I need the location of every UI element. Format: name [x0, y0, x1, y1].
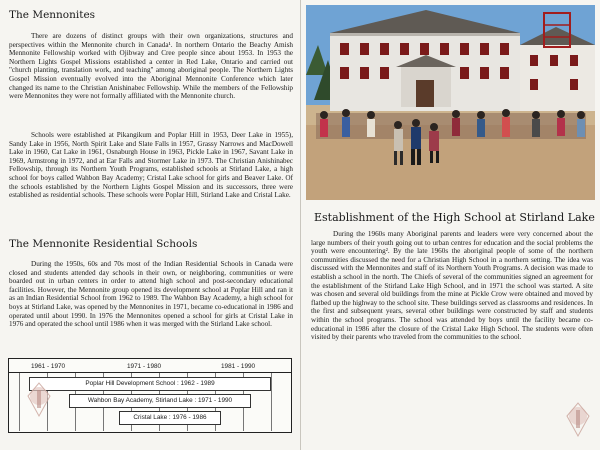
timeline-header-rule — [9, 372, 291, 373]
emblem-icon — [563, 400, 593, 440]
heading-residential-schools: The Mennonite Residential Schools — [9, 238, 198, 250]
timeline-bar-poplar-hill: Poplar Hill Development School : 1962 - 1989 — [29, 377, 271, 391]
school-photo-image — [306, 5, 595, 200]
timeline-bar-wahbon-bay: Wahbon Bay Academy, Stirland Lake : 1971 - 1990 — [69, 394, 251, 408]
right-page — [300, 0, 600, 450]
heading-mennonites: The Mennonites — [9, 9, 96, 21]
timeline-period-1960s: 1961 - 1970 — [31, 363, 66, 370]
timeline-bar-cristal-lake: Cristal Lake : 1976 - 1986 — [119, 411, 221, 425]
school-photo — [306, 5, 595, 200]
timeline-period-1980s: 1981 - 1990 — [221, 363, 256, 370]
timeline-tick — [271, 373, 272, 431]
paragraph-schools-established: Schools were established at Pikangikum and Poplar Hill in 1953, Deer Lake in 1955), Sandy Lake in 1956, North Spirit Lake and Slate Falls in 1957, Grassy Narrows and MacDowell Lake in 1960, Cat Lake in 1961, Osnaburgh House in 1963, Pickle Lake in 1967, Savant Lake in 1969, Armstrong in 1972, and at Ear Falls and Stormer Lake in 1973. The Christian Anishinabec Fellowship, through its Northern Youth Programs, established schools at Stirland Lake, a high school for boys called Wahbon Bay Academy; Cristal Lake school for girls and Beaver Lake. Of the schools established by the Northern Lights Gospel Mission and its successors, three were established as residential schools. These schools were Poplar Hill, Stirland Lake and Cristal Lake. — [9, 131, 293, 200]
emblem-icon — [24, 380, 54, 420]
timeline-period-1970s: 1971 - 1980 — [127, 363, 162, 370]
timeline-tick — [19, 373, 20, 431]
paragraph-high-school: During the 1960s many Aboriginal parents and leaders were very concerned about the large numbers of their youth going out to urban centres for education and the social problems the youth were encountering². By the late 1960s the aboriginal people of some of the northern communities discussed the need for a Christian High School in a northern setting. The idea was discussed with the Mennonites and staff of its Northern Youth Programs. A decision was made to establish a school in the north. The Chiefs of several of the communities signed an agreement for the establishment of the Stirland Lake High School, and in 1971 the school was started. A site was chosen and several old buildings from the mine at Pickle Crow were obtained and moved by flatbed up the highway to the school site. These buildings served as classrooms and residences. In the first and subsequent years, several other buildings were constructed by staff and students within the school programs. The school was attended by boys until the facility became co-educational in 1986 after the closure of the Cristal Lake High School. The students were often visited by their parents who traveled from the communities to the school. — [311, 230, 593, 342]
paragraph-mennonite-groups: There are dozens of distinct groups with their own organizations, structures and perspectives within the Mennonite church in Canada¹. In northern Ontario the Beachy Amish Mennonite Fellowship worked with Ojibway and Cree people since about 1953. In 1953 the Northern Lights Gospel Missions established a center in Red Lake, Ontario and carried out "church planting, translation work, and teaching" among aboriginal people. The Northern Lights Gospel Mission eventually evolved into the Aboriginal Mennonite Conference which later changed its name to the Christian Anishinabec Fellowship. While the members of the Fellowship were Mennonites they were not formally affiliated with the Mennonite church. — [9, 32, 293, 101]
paragraph-residential-schools: During the 1950s, 60s and 70s most of the Indian Residential Schools in Canada were closed and students attended day schools in their own, or neighboring, communities or were boarded out in urban centers in order to attend high school and post-secondary educational facilities. However, the Mennonite group opened its development school at Poplar Hill and ran it as an Indian Residential School from 1962 to 1989. The Wahbon Bay Academy, a high school for boys at Stirland Lake, was opened by the Mennonites in 1971, became co-educational in 1986 and operated until about 1990. In 1976 the Mennonites opened a school for girls at Cristal Lake in 1976 and operated the school until 1986 when it was merged with the Stirland Lake school. — [9, 260, 293, 329]
heading-high-school: Establishment of the High School at Stirland Lake — [314, 211, 595, 224]
